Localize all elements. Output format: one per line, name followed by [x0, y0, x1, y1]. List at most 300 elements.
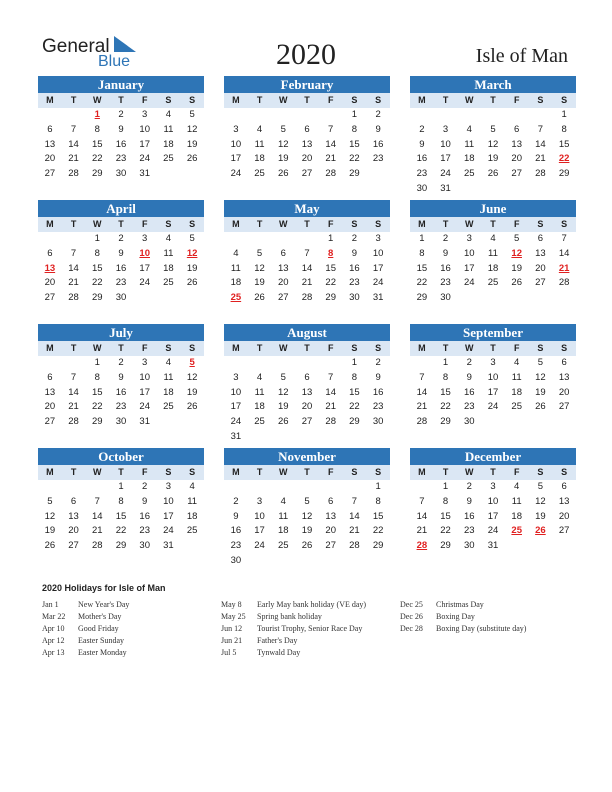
day-cell: 12	[535, 371, 546, 383]
days-grid	[224, 480, 390, 569]
day-cell: 21	[68, 401, 79, 413]
weekday-label: S	[537, 219, 544, 229]
weekday-label: W	[93, 467, 102, 477]
month-may	[224, 200, 390, 306]
day-cell: 1	[328, 233, 334, 244]
day-cell: 2	[233, 495, 239, 507]
empty-cell	[62, 356, 86, 371]
weekday-label: T	[304, 219, 310, 229]
days-grid	[410, 480, 576, 554]
day-cell: 19	[186, 138, 198, 150]
day-cell: 8	[561, 123, 567, 135]
weekday-label: F	[141, 95, 148, 105]
day-cell: 31	[440, 182, 451, 194]
day-cell: 3	[233, 371, 239, 383]
day-cell: 1	[375, 481, 381, 492]
weekday-row	[224, 341, 390, 356]
holiday-day-cell: 21	[558, 262, 570, 274]
weekday-label: M	[46, 95, 54, 105]
weekday-label: M	[232, 467, 240, 477]
day-cell: 4	[233, 247, 239, 259]
day-cell: 7	[419, 495, 425, 507]
weekday-label: W	[279, 467, 288, 477]
logo-general-text: General	[42, 36, 110, 57]
holiday-day-cell: 12	[186, 247, 198, 259]
month-header: April	[38, 200, 204, 217]
day-cell: 14	[325, 138, 336, 150]
weekday-label: M	[46, 219, 54, 229]
day-cell: 26	[301, 540, 313, 552]
weekday-label: T	[304, 95, 310, 105]
weekday-label: T	[490, 343, 496, 353]
empty-cell	[319, 108, 343, 123]
weekday-label: S	[165, 343, 172, 353]
empty-cell	[271, 108, 295, 123]
day-cell: 1	[442, 357, 449, 368]
day-cell: 10	[487, 495, 499, 507]
day-cell: 29	[91, 416, 103, 428]
holiday-entry	[400, 599, 526, 611]
day-cell: 7	[328, 123, 334, 135]
day-cell: 7	[351, 495, 358, 507]
day-cell: 12	[186, 371, 198, 383]
day-cell: 9	[142, 495, 148, 507]
day-cell: 15	[558, 138, 570, 150]
holiday-date: Dec 26	[400, 612, 423, 621]
day-cell: 4	[189, 481, 195, 492]
month-header: December	[410, 448, 576, 465]
holiday-day-cell: 28	[416, 540, 428, 552]
day-cell: 26	[487, 168, 499, 180]
day-cell: 23	[115, 401, 127, 413]
day-cell: 24	[487, 525, 499, 537]
day-cell: 24	[230, 416, 242, 428]
day-cell: 25	[277, 540, 289, 552]
day-cell: 29	[372, 540, 384, 552]
day-cell: 20	[558, 386, 570, 398]
days-grid	[38, 232, 204, 306]
day-cell: 17	[139, 262, 150, 274]
day-cell: 7	[304, 247, 310, 259]
holiday-name: Early May bank holiday (VE day)	[257, 600, 367, 609]
empty-cell	[295, 232, 319, 247]
day-cell: 1	[94, 233, 100, 244]
day-cell: 15	[372, 510, 384, 522]
day-cell: 4	[165, 357, 172, 368]
day-cell: 10	[139, 123, 150, 135]
day-cell: 30	[115, 416, 127, 428]
month-september	[410, 324, 576, 430]
day-cell: 2	[419, 123, 425, 135]
weekday-label: S	[189, 343, 196, 353]
day-cell: 19	[254, 277, 265, 289]
day-cell: 30	[349, 292, 360, 304]
day-cell: 3	[165, 481, 172, 492]
day-cell: 24	[463, 277, 475, 289]
day-cell: 6	[280, 247, 286, 259]
day-cell: 18	[254, 401, 265, 413]
weekday-label: S	[165, 219, 172, 229]
holidays-title: 2020 Holidays for Isle of Man	[42, 583, 166, 593]
weekday-label: W	[279, 95, 288, 105]
weekday-label: T	[442, 343, 449, 353]
month-header: February	[224, 76, 390, 93]
weekday-label: S	[537, 95, 544, 105]
day-cell: 14	[301, 262, 313, 274]
weekday-label: S	[351, 343, 358, 353]
day-cell: 3	[490, 357, 496, 368]
empty-cell	[224, 356, 248, 371]
holiday-day-cell: 1	[94, 109, 100, 120]
day-cell: 24	[230, 168, 242, 180]
day-cell: 6	[47, 247, 53, 259]
day-cell: 23	[372, 401, 384, 413]
day-cell: 1	[442, 481, 449, 492]
weekday-label: T	[442, 467, 449, 477]
day-cell: 17	[139, 386, 150, 398]
weekday-label: S	[561, 95, 568, 105]
weekday-label: T	[490, 95, 496, 105]
days-grid	[224, 108, 390, 182]
day-cell: 8	[94, 123, 100, 135]
day-cell: 21	[325, 153, 336, 165]
day-cell: 21	[68, 153, 79, 165]
day-cell: 14	[349, 510, 360, 522]
weekday-label: S	[351, 95, 358, 105]
day-cell: 20	[44, 401, 56, 413]
days-grid	[224, 356, 390, 445]
day-cell: 7	[94, 495, 100, 507]
day-cell: 9	[375, 371, 381, 383]
holiday-entry	[42, 611, 129, 623]
weekday-label: S	[189, 467, 196, 477]
day-cell: 4	[256, 371, 263, 383]
day-cell: 11	[163, 247, 174, 259]
day-cell: 29	[440, 416, 451, 428]
day-cell: 24	[139, 277, 150, 289]
weekday-label: S	[165, 467, 172, 477]
day-cell: 18	[254, 153, 265, 165]
holiday-day-cell: 13	[44, 262, 56, 274]
month-june	[410, 200, 576, 306]
day-cell: 5	[514, 233, 520, 244]
day-cell: 18	[163, 262, 174, 274]
day-cell: 2	[375, 357, 381, 368]
day-cell: 14	[91, 510, 103, 522]
weekday-label: T	[70, 95, 77, 105]
weekday-label: S	[537, 343, 544, 353]
day-cell: 17	[163, 510, 174, 522]
weekday-row	[224, 465, 390, 480]
day-cell: 13	[558, 495, 570, 507]
day-cell: 25	[487, 277, 499, 289]
day-cell: 13	[325, 510, 336, 522]
day-cell: 21	[349, 525, 360, 537]
day-cell: 27	[44, 168, 56, 180]
days-grid	[410, 108, 576, 197]
day-cell: 9	[466, 371, 472, 383]
day-cell: 16	[115, 262, 127, 274]
holiday-date: Dec 28	[400, 624, 423, 633]
day-cell: 12	[44, 510, 56, 522]
month-header: May	[224, 200, 390, 217]
day-cell: 11	[511, 371, 522, 383]
weekday-label: T	[118, 343, 124, 353]
day-cell: 20	[558, 510, 570, 522]
holiday-day-cell: 26	[535, 525, 546, 537]
day-cell: 25	[254, 416, 265, 428]
day-cell: 25	[511, 401, 522, 413]
day-cell: 7	[419, 371, 425, 383]
holiday-name: Boxing Day (substitute day)	[436, 624, 527, 633]
weekday-label: T	[256, 219, 263, 229]
month-header: January	[38, 76, 204, 93]
holiday-entry	[42, 599, 129, 611]
day-cell: 20	[325, 525, 336, 537]
day-cell: 29	[416, 292, 428, 304]
day-cell: 23	[416, 168, 428, 180]
weekday-label: S	[375, 95, 382, 105]
day-cell: 28	[68, 292, 79, 304]
weekday-label: W	[279, 343, 288, 353]
month-august	[224, 324, 390, 445]
day-cell: 12	[277, 386, 289, 398]
month-july	[38, 324, 204, 430]
day-cell: 5	[304, 495, 310, 507]
weekday-label: W	[93, 95, 102, 105]
day-cell: 23	[139, 525, 150, 537]
holiday-entry	[42, 647, 129, 659]
day-cell: 3	[375, 233, 381, 244]
day-cell: 8	[375, 495, 381, 507]
day-cell: 14	[416, 510, 428, 522]
day-cell: 9	[118, 247, 124, 259]
day-cell: 3	[490, 481, 496, 492]
day-cell: 16	[372, 138, 384, 150]
day-cell: 31	[139, 416, 150, 428]
day-cell: 3	[142, 109, 148, 120]
holiday-entry	[400, 623, 526, 635]
month-february	[224, 76, 390, 182]
day-cell: 6	[561, 357, 567, 368]
holidays-column	[42, 599, 129, 659]
weekday-label: F	[141, 467, 148, 477]
holiday-date: Apr 13	[42, 648, 65, 657]
day-cell: 16	[115, 138, 127, 150]
day-cell: 30	[230, 554, 242, 566]
day-cell: 22	[325, 277, 336, 289]
day-cell: 10	[440, 138, 451, 150]
day-cell: 26	[254, 292, 265, 304]
weekday-label: W	[465, 219, 474, 229]
day-cell: 16	[349, 262, 360, 274]
empty-cell	[505, 108, 529, 123]
days-grid	[38, 356, 204, 430]
day-cell: 12	[254, 262, 265, 274]
day-cell: 7	[561, 233, 567, 244]
day-cell: 15	[91, 386, 103, 398]
holiday-entry	[42, 635, 129, 647]
day-cell: 22	[440, 525, 451, 537]
day-cell: 19	[186, 386, 198, 398]
holiday-date: May 8	[221, 600, 242, 609]
days-grid	[410, 356, 576, 430]
day-cell: 15	[115, 510, 127, 522]
day-cell: 13	[535, 247, 546, 259]
day-cell: 11	[488, 247, 498, 259]
day-cell: 26	[535, 401, 546, 413]
day-cell: 12	[186, 123, 198, 135]
day-cell: 15	[325, 262, 336, 274]
weekday-label: M	[46, 343, 54, 353]
day-cell: 21	[416, 401, 428, 413]
day-cell: 27	[301, 168, 313, 180]
day-cell: 28	[91, 540, 103, 552]
day-cell: 30	[115, 292, 127, 304]
weekday-label: M	[418, 219, 426, 229]
day-cell: 11	[511, 495, 522, 507]
day-cell: 6	[304, 123, 310, 135]
day-cell: 22	[416, 277, 428, 289]
holiday-name: Christmas Day	[436, 600, 484, 609]
days-grid	[224, 232, 390, 306]
weekday-label: T	[256, 467, 263, 477]
holiday-entry	[42, 623, 129, 635]
weekday-label: T	[256, 343, 263, 353]
holiday-day-cell: 5	[189, 357, 195, 368]
weekday-label: T	[490, 467, 496, 477]
day-cell: 23	[440, 277, 451, 289]
weekday-label: F	[513, 95, 520, 105]
day-cell: 11	[464, 138, 475, 150]
day-cell: 18	[487, 262, 499, 274]
day-cell: 22	[349, 401, 360, 413]
holiday-entry	[221, 635, 366, 647]
day-cell: 20	[44, 277, 56, 289]
day-cell: 22	[440, 401, 451, 413]
weekday-label: F	[141, 343, 148, 353]
day-cell: 30	[372, 416, 384, 428]
day-cell: 20	[301, 401, 313, 413]
day-cell: 27	[535, 277, 546, 289]
empty-cell	[410, 108, 434, 123]
day-cell: 3	[466, 233, 472, 244]
day-cell: 14	[68, 262, 79, 274]
day-cell: 15	[91, 138, 103, 150]
holiday-day-cell: 25	[230, 292, 242, 304]
weekday-row	[38, 217, 204, 232]
day-cell: 14	[68, 138, 79, 150]
day-cell: 30	[115, 168, 127, 180]
page-title-year: 2020	[276, 38, 336, 71]
day-cell: 22	[372, 525, 384, 537]
day-cell: 3	[142, 357, 148, 368]
day-cell: 28	[535, 168, 546, 180]
day-cell: 11	[163, 123, 174, 135]
day-cell: 18	[511, 510, 522, 522]
day-cell: 16	[416, 153, 428, 165]
day-cell: 2	[442, 233, 449, 244]
day-cell: 18	[511, 386, 522, 398]
day-cell: 29	[91, 292, 103, 304]
day-cell: 9	[419, 138, 425, 150]
weekday-label: T	[70, 343, 77, 353]
day-cell: 16	[139, 510, 150, 522]
day-cell: 25	[254, 168, 265, 180]
days-grid	[38, 480, 204, 554]
day-cell: 27	[558, 401, 570, 413]
logo-blue-text: Blue	[98, 53, 131, 70]
weekday-label: M	[232, 219, 240, 229]
day-cell: 20	[68, 525, 79, 537]
day-cell: 13	[301, 386, 313, 398]
day-cell: 10	[230, 138, 242, 150]
weekday-label: T	[118, 467, 124, 477]
day-cell: 8	[442, 371, 449, 383]
weekday-row	[38, 341, 204, 356]
weekday-label: T	[118, 95, 124, 105]
weekday-label: F	[513, 467, 520, 477]
day-cell: 8	[419, 247, 425, 259]
empty-cell	[248, 232, 272, 247]
day-cell: 25	[186, 525, 198, 537]
holiday-name: Easter Monday	[78, 648, 127, 657]
day-cell: 18	[186, 510, 198, 522]
day-cell: 4	[165, 233, 172, 244]
holiday-entry	[221, 647, 366, 659]
month-october	[38, 448, 204, 554]
holiday-name: Tourist Trophy, Senior Race Day	[257, 624, 363, 633]
weekday-row	[410, 217, 576, 232]
day-cell: 9	[375, 123, 381, 135]
day-cell: 8	[118, 495, 124, 507]
day-cell: 10	[163, 495, 174, 507]
day-cell: 31	[163, 540, 174, 552]
day-cell: 13	[558, 371, 570, 383]
weekday-label: S	[375, 219, 382, 229]
holiday-name: Easter Sunday	[78, 636, 124, 645]
weekday-label: M	[232, 95, 240, 105]
month-header: March	[410, 76, 576, 93]
day-cell: 17	[230, 401, 242, 413]
holiday-entry	[221, 599, 366, 611]
empty-cell	[38, 356, 62, 371]
weekday-row	[410, 341, 576, 356]
day-cell: 1	[419, 233, 425, 244]
weekday-label: W	[465, 95, 474, 105]
day-cell: 23	[372, 153, 384, 165]
day-cell: 9	[118, 123, 124, 135]
day-cell: 27	[325, 540, 336, 552]
weekday-label: F	[327, 467, 334, 477]
day-cell: 2	[118, 357, 124, 368]
holiday-name: Good Friday	[78, 624, 119, 633]
day-cell: 23	[463, 525, 475, 537]
day-cell: 1	[351, 109, 358, 120]
holiday-date: Dec 25	[400, 600, 423, 609]
day-cell: 16	[372, 386, 384, 398]
weekday-row	[410, 93, 576, 108]
holiday-day-cell: 22	[558, 153, 570, 165]
day-cell: 10	[487, 371, 499, 383]
day-cell: 13	[44, 138, 56, 150]
day-cell: 16	[463, 386, 475, 398]
holiday-date: Jun 12	[221, 624, 243, 633]
day-cell: 15	[416, 262, 428, 274]
day-cell: 14	[535, 138, 546, 150]
day-cell: 25	[163, 401, 174, 413]
day-cell: 2	[375, 109, 381, 120]
